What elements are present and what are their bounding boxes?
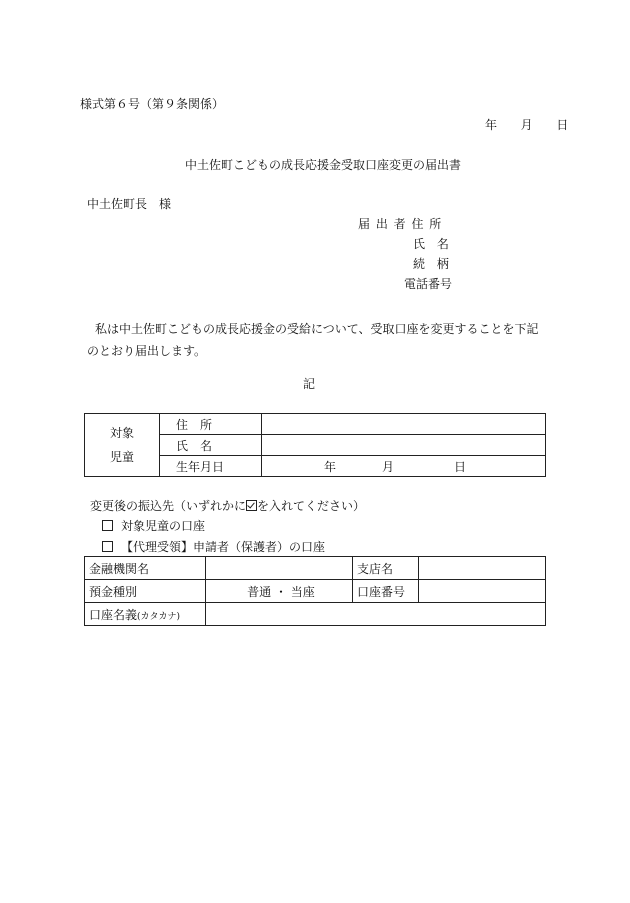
holder-label: 口座名義(カタカナ) bbox=[85, 603, 206, 626]
holder-field[interactable] bbox=[206, 603, 546, 626]
target-group-label: 対象 児童 bbox=[85, 414, 160, 477]
date-day: 日 bbox=[556, 118, 569, 132]
option-guardian-account[interactable] bbox=[102, 541, 325, 553]
addressee-honorific: 様 bbox=[159, 197, 172, 211]
date-year: 年 bbox=[485, 118, 498, 132]
branch-field[interactable] bbox=[419, 557, 546, 580]
option-label: 対象児童の口座 bbox=[121, 519, 206, 533]
checkbox-icon[interactable] bbox=[102, 520, 113, 531]
applicant-phone-label: 電話番号 bbox=[404, 277, 453, 291]
branch-label: 支店名 bbox=[353, 557, 419, 580]
applicant-relation-label: 続 柄 bbox=[413, 257, 453, 271]
institution-label: 金融機関名 bbox=[85, 557, 206, 580]
target-name-label: 氏 名 bbox=[160, 435, 262, 456]
ki-heading: 記 bbox=[303, 377, 316, 391]
option-label: 【代理受領】申請者（保護者）の口座 bbox=[121, 540, 326, 554]
target-child-table bbox=[84, 413, 546, 477]
transfer-heading: 変更後の振込先（いずれかに を入れてください） bbox=[90, 499, 366, 513]
target-dob-label: 生年月日 bbox=[160, 456, 262, 477]
applicant-name-label: 氏 名 bbox=[413, 237, 453, 251]
applicant-address-label: 届 出 者 住 所 bbox=[358, 217, 443, 231]
addressee-name: 中土佐町長 bbox=[87, 197, 148, 211]
checkbox-icon[interactable] bbox=[102, 541, 113, 552]
institution-field[interactable] bbox=[206, 557, 353, 580]
table-row bbox=[85, 557, 546, 580]
date-month: 月 bbox=[520, 118, 533, 132]
dob-day: 日 bbox=[454, 459, 467, 474]
table-row bbox=[85, 414, 546, 435]
holder-note: (カタカナ) bbox=[137, 611, 181, 622]
bank-account-table bbox=[84, 556, 546, 626]
account-type-value[interactable]: 普通 ・ 当座 bbox=[206, 580, 353, 603]
target-address-label: 住 所 bbox=[160, 414, 262, 435]
date-line bbox=[485, 119, 568, 131]
dob-year: 年 bbox=[324, 459, 337, 474]
target-name-field[interactable] bbox=[262, 435, 546, 456]
form-number: 様式第６号（第９条関係） bbox=[80, 97, 225, 111]
body-text: 私は中土佐町こどもの成長応援金の受給について、受取口座を変更することを下記のとおり届出します。 bbox=[87, 322, 539, 358]
dob-month: 月 bbox=[382, 459, 395, 474]
account-number-label: 口座番号 bbox=[353, 580, 419, 603]
table-row bbox=[85, 580, 546, 603]
checkmark-icon bbox=[246, 500, 257, 511]
target-address-field[interactable] bbox=[262, 414, 546, 435]
option-child-account[interactable] bbox=[102, 520, 205, 532]
addressee bbox=[87, 198, 171, 210]
account-number-field[interactable] bbox=[419, 580, 546, 603]
table-row bbox=[85, 603, 546, 626]
document-title: 中土佐町こどもの成長応援金受取口座変更の届出書 bbox=[185, 158, 462, 172]
target-dob-field[interactable] bbox=[262, 456, 546, 477]
account-type-label: 預金種別 bbox=[85, 580, 206, 603]
